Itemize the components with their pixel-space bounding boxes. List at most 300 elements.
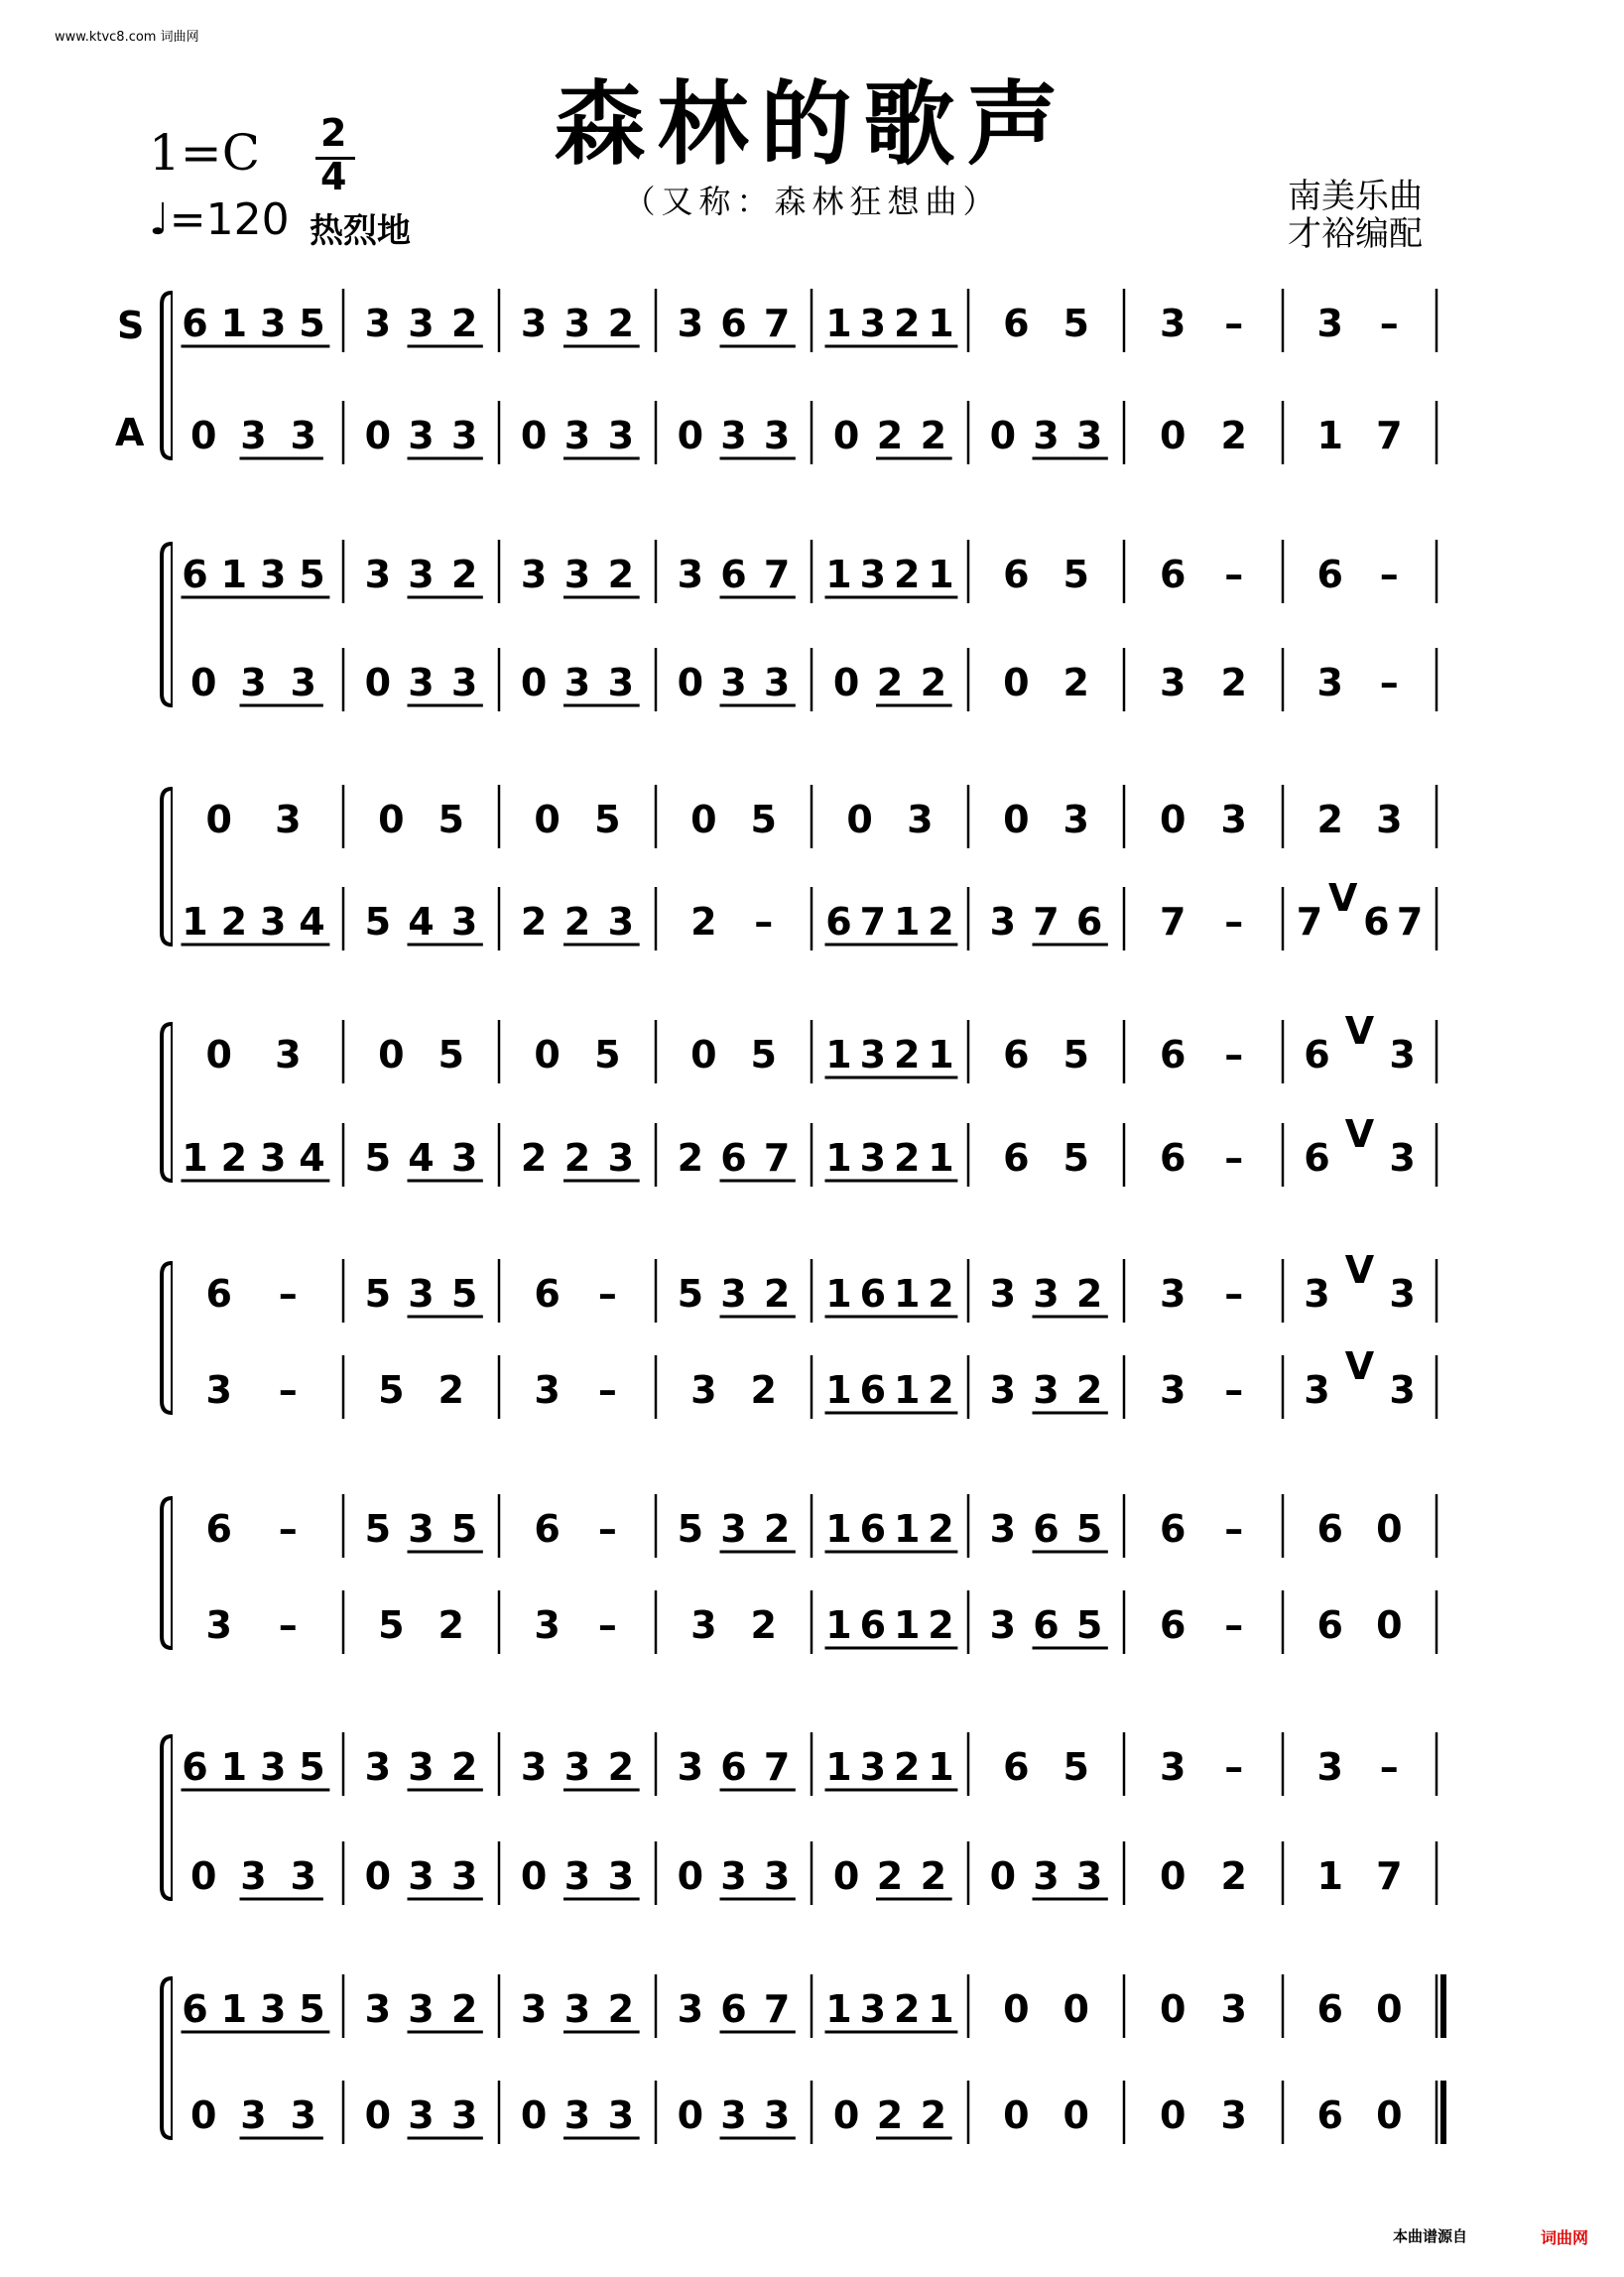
- subtitle: （又称：森林狂想曲）: [623, 183, 1001, 220]
- note: 6: [859, 1272, 887, 1316]
- note: 3: [607, 1136, 635, 1180]
- note: 3: [1304, 1368, 1330, 1412]
- note: 7: [763, 1136, 791, 1180]
- tempo-marking: ♩=120: [149, 194, 290, 245]
- note: 2: [893, 1745, 921, 1789]
- note: 6: [1075, 900, 1103, 944]
- note: –: [597, 1368, 617, 1412]
- note: 5: [364, 1272, 392, 1316]
- note: 0: [189, 414, 217, 457]
- note: –: [754, 900, 774, 944]
- note: 6: [1160, 553, 1187, 596]
- note: 3: [520, 553, 548, 596]
- site-url: www.ktvc8.com 词曲网: [55, 30, 199, 45]
- note: 0: [534, 1033, 561, 1076]
- note: 6: [1304, 1033, 1330, 1076]
- note: 3: [1160, 661, 1187, 704]
- note: 3: [989, 1368, 1017, 1412]
- note: 3: [259, 1136, 287, 1180]
- note: 1: [220, 1745, 248, 1789]
- note: 4: [299, 900, 325, 944]
- note: 2: [520, 1136, 548, 1180]
- note: 3: [408, 1745, 435, 1789]
- note: 6: [205, 1507, 232, 1551]
- note: 6: [1160, 1033, 1187, 1076]
- note: 3: [290, 1854, 317, 1898]
- note: 1: [825, 1987, 852, 2031]
- note: 2: [876, 661, 904, 704]
- note: 3: [859, 302, 887, 345]
- system-bracket: [162, 1024, 172, 1181]
- note: 6: [859, 1603, 887, 1647]
- note: 3: [1389, 1368, 1416, 1412]
- note: 3: [240, 2093, 267, 2137]
- note: 3: [1220, 1987, 1247, 2031]
- note: 3: [1160, 1272, 1187, 1316]
- note: –: [1379, 1745, 1399, 1789]
- breath-mark: V: [1344, 1009, 1375, 1053]
- note: 3: [1160, 1368, 1187, 1412]
- note: 3: [408, 1507, 435, 1551]
- note: 3: [240, 661, 267, 704]
- note: 3: [907, 798, 934, 841]
- note: 3: [720, 1507, 747, 1551]
- note: 3: [720, 2093, 747, 2137]
- note: 2: [763, 1272, 791, 1316]
- note: 2: [437, 1368, 464, 1412]
- note: 1: [825, 553, 852, 596]
- note: 6: [182, 1745, 208, 1789]
- note: 3: [450, 1136, 478, 1180]
- note: –: [278, 1603, 298, 1647]
- note: 5: [378, 1368, 405, 1412]
- note: 6: [720, 302, 747, 345]
- note: 0: [690, 798, 717, 841]
- system-bracket: [162, 1736, 172, 1899]
- breath-mark: V: [1327, 876, 1358, 920]
- note: 3: [240, 1854, 267, 1898]
- note: 5: [1062, 1033, 1089, 1076]
- note: 2: [220, 900, 248, 944]
- note: 3: [1389, 1136, 1416, 1180]
- note: 5: [594, 798, 621, 841]
- note: 3: [677, 1745, 704, 1789]
- note: 5: [1062, 302, 1089, 345]
- note: 0: [1376, 1507, 1403, 1551]
- note: 0: [677, 661, 704, 704]
- note: 2: [563, 1136, 591, 1180]
- note: 0: [690, 1033, 717, 1076]
- note: 3: [408, 1987, 435, 2031]
- note: 0: [1003, 661, 1030, 704]
- note: 3: [859, 1136, 887, 1180]
- note: 1: [220, 302, 248, 345]
- note: 2: [928, 1272, 954, 1316]
- note: –: [1224, 1603, 1244, 1647]
- note: 2: [920, 1854, 947, 1898]
- note: 3: [1075, 1854, 1103, 1898]
- note: 0: [520, 414, 548, 457]
- note: –: [1224, 553, 1244, 596]
- note: –: [1224, 1136, 1244, 1180]
- note: 5: [299, 1987, 325, 2031]
- note: 6: [1304, 1136, 1330, 1180]
- note: 2: [750, 1368, 777, 1412]
- note: 2: [450, 1987, 478, 2031]
- note: 2: [893, 553, 921, 596]
- note: 3: [1033, 1368, 1060, 1412]
- note: 6: [182, 302, 208, 345]
- note: 0: [378, 798, 405, 841]
- note: 3: [520, 1987, 548, 2031]
- note: 6: [1363, 900, 1390, 944]
- note: 6: [1316, 1603, 1343, 1647]
- system-bracket: [162, 789, 172, 945]
- note: 3: [275, 798, 302, 841]
- note: 6: [720, 1987, 747, 2031]
- note: 1: [928, 1136, 954, 1180]
- footer-source: 本曲谱源自: [1393, 2227, 1468, 2245]
- note: 6: [1160, 1507, 1187, 1551]
- note: 3: [690, 1368, 717, 1412]
- note: 0: [534, 798, 561, 841]
- note: 3: [364, 1987, 392, 2031]
- note: 0: [520, 1854, 548, 1898]
- note: 2: [450, 553, 478, 596]
- note: 3: [720, 1272, 747, 1316]
- note: 0: [205, 1033, 232, 1076]
- note: 2: [750, 1603, 777, 1647]
- note: 2: [920, 661, 947, 704]
- note: 2: [928, 1368, 954, 1412]
- note: 2: [607, 1987, 635, 2031]
- system-bracket: [162, 1978, 172, 2138]
- note: 0: [846, 798, 873, 841]
- note: 5: [677, 1272, 704, 1316]
- note: 3: [989, 900, 1017, 944]
- note: 5: [450, 1272, 478, 1316]
- note: 2: [607, 1745, 635, 1789]
- note: 6: [1160, 1136, 1187, 1180]
- note: 3: [259, 553, 287, 596]
- note: 6: [1316, 1507, 1343, 1551]
- note: 5: [437, 798, 464, 841]
- note: 6: [1316, 2093, 1343, 2137]
- note: 3: [563, 414, 591, 457]
- note: 3: [989, 1272, 1017, 1316]
- note: –: [1224, 1033, 1244, 1076]
- note: 2: [220, 1136, 248, 1180]
- note: 7: [1296, 900, 1323, 944]
- note: 0: [364, 661, 392, 704]
- note: 3: [1062, 798, 1089, 841]
- note: 3: [763, 414, 791, 457]
- note: 0: [1376, 1603, 1403, 1647]
- note: 3: [563, 1987, 591, 2031]
- note: 0: [205, 798, 232, 841]
- note: 3: [275, 1033, 302, 1076]
- note: 3: [677, 1987, 704, 2031]
- note: 5: [1075, 1603, 1103, 1647]
- note: 0: [1062, 1987, 1089, 2031]
- note: 2: [1220, 661, 1247, 704]
- note: 6: [859, 1368, 887, 1412]
- note: 3: [1376, 798, 1403, 841]
- note: 3: [563, 553, 591, 596]
- note: 1: [825, 302, 852, 345]
- note: 0: [520, 661, 548, 704]
- note: 1: [928, 1745, 954, 1789]
- note: 3: [364, 302, 392, 345]
- system-bracket: [162, 544, 172, 705]
- note: 2: [893, 302, 921, 345]
- note: 3: [563, 2093, 591, 2137]
- note: 5: [437, 1033, 464, 1076]
- note: 7: [1396, 900, 1424, 944]
- note: 1: [1316, 414, 1343, 457]
- note: 3: [859, 1033, 887, 1076]
- note: 2: [437, 1603, 464, 1647]
- note: 5: [1062, 1136, 1089, 1180]
- note: –: [1224, 1368, 1244, 1412]
- note: 3: [408, 661, 435, 704]
- note: 0: [364, 414, 392, 457]
- note: 1: [928, 553, 954, 596]
- note: 6: [205, 1272, 232, 1316]
- note: 6: [534, 1272, 561, 1316]
- note: 3: [259, 1987, 287, 2031]
- note: 2: [893, 1987, 921, 2031]
- note: 3: [1316, 1745, 1343, 1789]
- note: 1: [928, 1033, 954, 1076]
- note: 2: [677, 1136, 704, 1180]
- note: 6: [825, 900, 852, 944]
- key-signature: 1=C: [149, 124, 260, 182]
- note: 3: [1389, 1033, 1416, 1076]
- note: –: [1379, 661, 1399, 704]
- note: 2: [893, 1033, 921, 1076]
- note: 0: [1003, 2093, 1030, 2137]
- note: 5: [594, 1033, 621, 1076]
- note: 3: [259, 302, 287, 345]
- note: 3: [859, 1987, 887, 2031]
- note: 3: [1033, 1854, 1060, 1898]
- note: 1: [893, 900, 921, 944]
- note: 3: [205, 1603, 232, 1647]
- note: 3: [450, 2093, 478, 2137]
- note: 1: [825, 1603, 852, 1647]
- note: 4: [408, 1136, 435, 1180]
- note: 6: [859, 1507, 887, 1551]
- note: 3: [1075, 414, 1103, 457]
- note: 7: [859, 900, 887, 944]
- note: 3: [720, 661, 747, 704]
- note: 3: [1304, 1272, 1330, 1316]
- note: 3: [534, 1603, 561, 1647]
- breath-mark: V: [1344, 1344, 1375, 1388]
- note: –: [597, 1603, 617, 1647]
- note: 3: [607, 900, 635, 944]
- note: 1: [220, 1987, 248, 2031]
- note: 7: [1160, 900, 1187, 944]
- note: 3: [563, 661, 591, 704]
- note: 6: [720, 1745, 747, 1789]
- note: –: [278, 1368, 298, 1412]
- note: 6: [534, 1507, 561, 1551]
- note: 6: [182, 553, 208, 596]
- note: 0: [364, 1854, 392, 1898]
- breath-mark: V: [1344, 1248, 1375, 1292]
- note: 1: [893, 1272, 921, 1316]
- note: 3: [290, 414, 317, 457]
- note: 2: [1062, 661, 1089, 704]
- note: 0: [189, 661, 217, 704]
- note: 5: [299, 1745, 325, 1789]
- note: 3: [607, 1854, 635, 1898]
- note: 0: [832, 661, 860, 704]
- note: 2: [876, 1854, 904, 1898]
- note: –: [1224, 302, 1244, 345]
- note: 3: [563, 302, 591, 345]
- note: 1: [825, 1368, 852, 1412]
- note: –: [597, 1272, 617, 1316]
- note: 3: [450, 900, 478, 944]
- note: 0: [378, 1033, 405, 1076]
- note: –: [1379, 302, 1399, 345]
- note: 0: [677, 414, 704, 457]
- note: 3: [520, 302, 548, 345]
- note: 3: [989, 1603, 1017, 1647]
- note: 0: [677, 2093, 704, 2137]
- note: 6: [1003, 553, 1030, 596]
- note: 3: [1033, 1272, 1060, 1316]
- note: 3: [563, 1854, 591, 1898]
- note: 6: [1033, 1507, 1060, 1551]
- note: 7: [763, 302, 791, 345]
- note: 2: [607, 553, 635, 596]
- note: 3: [859, 553, 887, 596]
- note: 0: [989, 414, 1017, 457]
- note: 2: [607, 302, 635, 345]
- note: 6: [720, 553, 747, 596]
- note: 1: [825, 1507, 852, 1551]
- note: 3: [364, 1745, 392, 1789]
- composer: 南美乐曲: [1288, 177, 1423, 216]
- note: 7: [1376, 1854, 1403, 1898]
- note: –: [278, 1507, 298, 1551]
- voice-label-alto: A: [115, 411, 145, 454]
- note: 1: [893, 1368, 921, 1412]
- note: 3: [408, 302, 435, 345]
- note: 1: [928, 1987, 954, 2031]
- note: 1: [825, 1745, 852, 1789]
- note: 3: [989, 1507, 1017, 1551]
- expression-marking: 热烈地: [310, 211, 411, 251]
- note: 3: [859, 1745, 887, 1789]
- note: 3: [1220, 798, 1247, 841]
- note: 3: [534, 1368, 561, 1412]
- note: 3: [763, 661, 791, 704]
- note: 3: [1033, 414, 1060, 457]
- note: 3: [408, 414, 435, 457]
- note: 1: [825, 1136, 852, 1180]
- note: 0: [1376, 1987, 1403, 2031]
- note: 2: [1220, 414, 1247, 457]
- note: 3: [1316, 302, 1343, 345]
- note: 4: [299, 1136, 325, 1180]
- note: 2: [876, 414, 904, 457]
- note: 2: [520, 900, 548, 944]
- note: 5: [364, 1507, 392, 1551]
- note: 0: [1160, 1987, 1187, 2031]
- system-bracket: [162, 1263, 172, 1413]
- note: 6: [720, 1136, 747, 1180]
- note: 3: [408, 1272, 435, 1316]
- note: 2: [928, 1507, 954, 1551]
- note: 2: [690, 900, 717, 944]
- note: 3: [408, 2093, 435, 2137]
- note: 2: [763, 1507, 791, 1551]
- note: 5: [1075, 1507, 1103, 1551]
- note: 3: [1160, 1745, 1187, 1789]
- note: 0: [832, 414, 860, 457]
- note: 6: [1003, 302, 1030, 345]
- note: 1: [928, 302, 954, 345]
- note: 3: [1220, 2093, 1247, 2137]
- note: 0: [1062, 2093, 1089, 2137]
- note: 3: [607, 414, 635, 457]
- note: 5: [299, 553, 325, 596]
- note: 3: [290, 661, 317, 704]
- note: 0: [1376, 2093, 1403, 2137]
- note: 3: [290, 2093, 317, 2137]
- note: 3: [408, 1854, 435, 1898]
- note: 2: [1075, 1272, 1103, 1316]
- note: –: [1224, 900, 1244, 944]
- note: 0: [1160, 2093, 1187, 2137]
- note: 2: [450, 1745, 478, 1789]
- note: 3: [205, 1368, 232, 1412]
- note: 6: [182, 1987, 208, 2031]
- note: 0: [1003, 1987, 1030, 2031]
- note: 0: [364, 2093, 392, 2137]
- note: 3: [1160, 302, 1187, 345]
- note: 3: [720, 1854, 747, 1898]
- note: 3: [259, 1745, 287, 1789]
- note: 2: [893, 1136, 921, 1180]
- note: 2: [928, 900, 954, 944]
- note: 1: [893, 1507, 921, 1551]
- note: 2: [1316, 798, 1343, 841]
- note: 5: [1062, 1745, 1089, 1789]
- note: 1: [893, 1603, 921, 1647]
- note: 3: [720, 414, 747, 457]
- note: 0: [189, 2093, 217, 2137]
- note: 7: [763, 1987, 791, 2031]
- note: 0: [520, 2093, 548, 2137]
- note: 7: [763, 553, 791, 596]
- note: 3: [364, 553, 392, 596]
- note: –: [1379, 553, 1399, 596]
- note: 3: [408, 553, 435, 596]
- note: 5: [1062, 553, 1089, 596]
- footer-brand: 词曲网: [1541, 2228, 1589, 2247]
- note: 2: [920, 2093, 947, 2137]
- note: 3: [450, 661, 478, 704]
- note: 3: [763, 1854, 791, 1898]
- note: 6: [1316, 553, 1343, 596]
- note: 0: [1160, 1854, 1187, 1898]
